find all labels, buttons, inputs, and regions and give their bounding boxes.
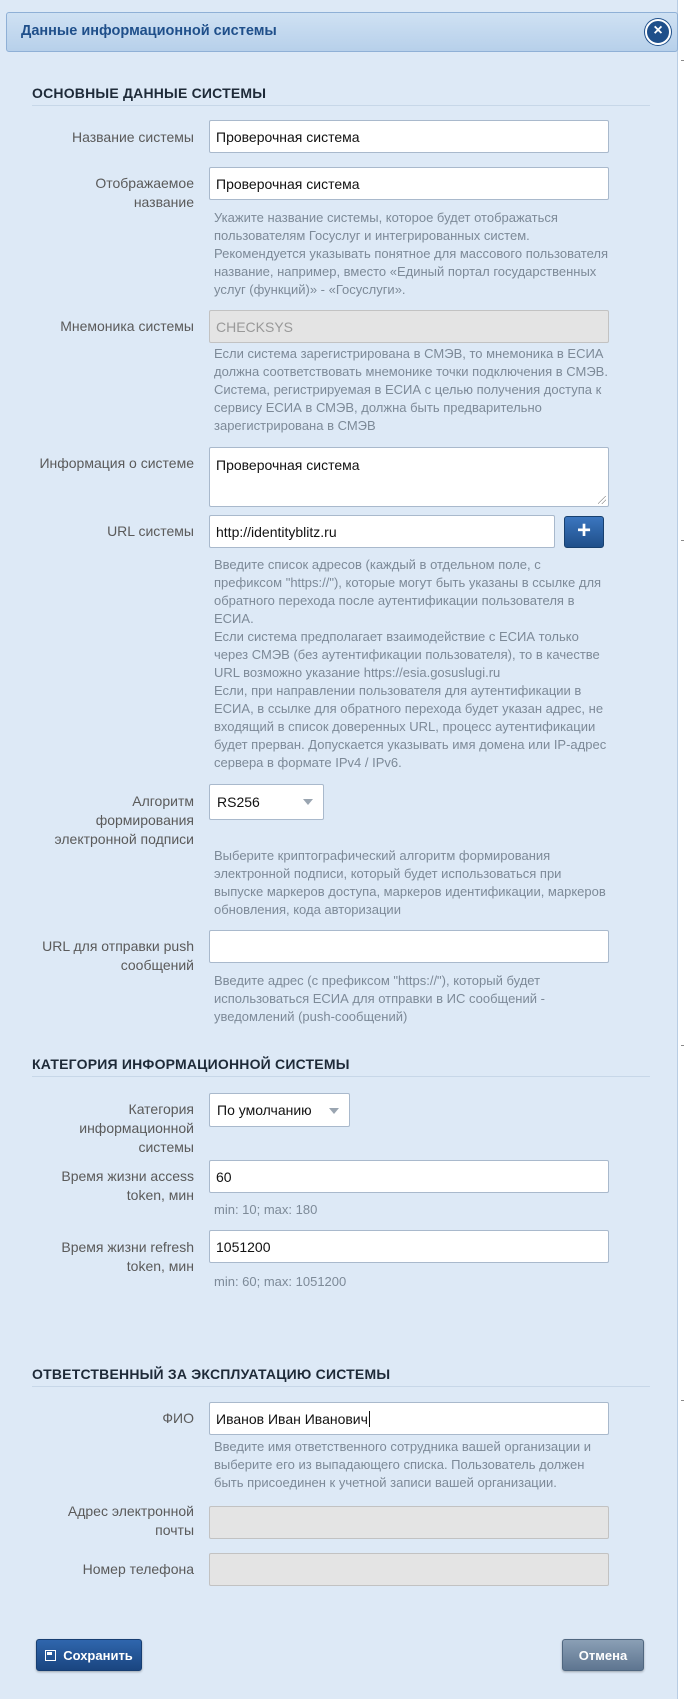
- section-title-category: КАТЕГОРИЯ ИНФОРМАЦИОННОЙ СИСТЕМЫ: [32, 1056, 350, 1072]
- email-label: Адрес электронной почты: [67, 1503, 194, 1538]
- url-hint: [214, 556, 609, 772]
- phone-label: Номер телефона: [82, 1561, 194, 1577]
- system-name-label: Название системы: [71, 129, 194, 145]
- info-textarea-value: Проверочная система: [216, 457, 360, 473]
- algorithm-hint: Выберите криптографический алгоритм формирования электронной подписи, который будет использоваться при выпуске маркеров доступа, маркеров идентификации, маркеров обновления, кода авторизации: [214, 848, 606, 917]
- url-hint-3: Если, при направлении пользователя для аутентификации в ЕСИА, в ссылке для обратного перехода будет указан адрес, не входящий в список доверенных URL, процесс аутентификации будет прерван. Допускается указывать имя домена или IP-адрес сервера в формате IPv4 / IPv6.: [214, 683, 607, 770]
- refresh-token-label: Время жизни refresh token, мин: [61, 1239, 194, 1274]
- info-label: Информация о системе: [39, 455, 194, 471]
- save-button-label: Сохранить: [63, 1647, 133, 1663]
- display-name-input[interactable]: Проверочная система: [209, 167, 609, 200]
- algorithm-select[interactable]: [209, 784, 324, 820]
- fio-input[interactable]: [209, 1402, 609, 1435]
- dialog-titlebar: [6, 12, 678, 52]
- push-url-hint: Введите адрес (с префиксом "https://"), который будет использоваться ЕСИА для отправки в ИС сообщений - уведомлений (push-сообщений): [214, 973, 545, 1024]
- refresh-token-hint: min: 60; max: 1051200: [214, 1274, 347, 1289]
- text-caret: [369, 1411, 370, 1427]
- phone-input: [209, 1553, 609, 1586]
- url-input[interactable]: http://identityblitz.ru: [209, 515, 555, 548]
- push-url-label: URL для отправки push сообщений: [42, 938, 194, 973]
- category-select-value: По умолчанию: [217, 1102, 312, 1118]
- push-url-input[interactable]: [209, 930, 609, 963]
- section-divider: [32, 1076, 650, 1077]
- section-divider: [32, 1386, 650, 1387]
- algorithm-label: Алгоритм формирования электронной подписи: [54, 793, 194, 847]
- section-title-responsible: ОТВЕТСТВЕННЫЙ ЗА ЭКСПЛУАТАЦИЮ СИСТЕМЫ: [32, 1366, 391, 1382]
- section-title-main: ОСНОВНЫЕ ДАННЫЕ СИСТЕМЫ: [32, 85, 267, 101]
- mnemonic-input: CHECKSYS: [209, 310, 609, 343]
- url-hint-2: Если система предполагает взаимодействие с ЕСИА только через СМЭВ (без аутентификации пользователя), то в качестве URL возможно указание https://esia.gosuslugi.ru: [214, 629, 600, 680]
- access-token-hint: min: 10; max: 180: [214, 1202, 318, 1217]
- email-input: [209, 1506, 609, 1539]
- category-select[interactable]: [209, 1093, 350, 1127]
- display-name-label: Отображаемое название: [95, 175, 194, 210]
- system-name-input[interactable]: Проверочная система: [209, 120, 609, 153]
- display-name-hint: Укажите название системы, которое будет отображаться пользователям Госуслуг и интегрированных систем. Рекомендуется указывать понятное для массового пользователя название, например, вместо «Единый портал государственных услуг (функций)» - «Госуслуги».: [214, 210, 609, 297]
- url-label: URL системы: [107, 523, 194, 539]
- mnemonic-hint: Если система зарегистрирована в СМЭВ, то мнемоника в ЕСИА должна соответствовать мнемонике точки подключения в СМЭВ. Система, регистрируемая в ЕСИА с целью получения доступа к сервису ЕСИА в СМЭВ, должна быть предварительно зарегистрирована в СМЭВ: [214, 346, 608, 433]
- section-divider: [32, 105, 650, 106]
- refresh-token-input[interactable]: 1051200: [209, 1230, 609, 1263]
- save-icon: [45, 1650, 56, 1661]
- close-icon[interactable]: ×: [645, 19, 671, 45]
- resize-grip-icon[interactable]: [598, 496, 606, 504]
- save-button[interactable]: [36, 1639, 142, 1671]
- fio-hint: Введите имя ответственного сотрудника вашей организации и выберите его из выпадающего списка. Пользователь должен быть присоединен к учетной записи вашей организации.: [214, 1439, 591, 1490]
- fio-input-value: Иванов Иван Иванович: [216, 1410, 368, 1427]
- algorithm-select-value: RS256: [217, 794, 260, 810]
- chevron-down-icon: [329, 1108, 339, 1114]
- access-token-input[interactable]: 60: [209, 1160, 609, 1193]
- category-label: Категория информационной системы: [79, 1101, 194, 1155]
- add-url-button[interactable]: +: [564, 516, 604, 548]
- url-hint-1: Введите список адресов (каждый в отдельном поле, с префиксом "https://"), которые могут быть указаны в ссылке для обратного перехода после аутентификации пользователя в ЕСИА.: [214, 557, 602, 626]
- chevron-down-icon: [303, 799, 313, 805]
- access-token-label: Время жизни access token, мин: [61, 1168, 194, 1203]
- dialog-title: Данные информационной системы: [21, 23, 277, 39]
- mnemonic-label: Мнемоника системы: [60, 318, 194, 334]
- cancel-button[interactable]: Отмена: [562, 1639, 644, 1671]
- fio-label: ФИО: [162, 1410, 194, 1426]
- info-textarea[interactable]: [209, 447, 609, 507]
